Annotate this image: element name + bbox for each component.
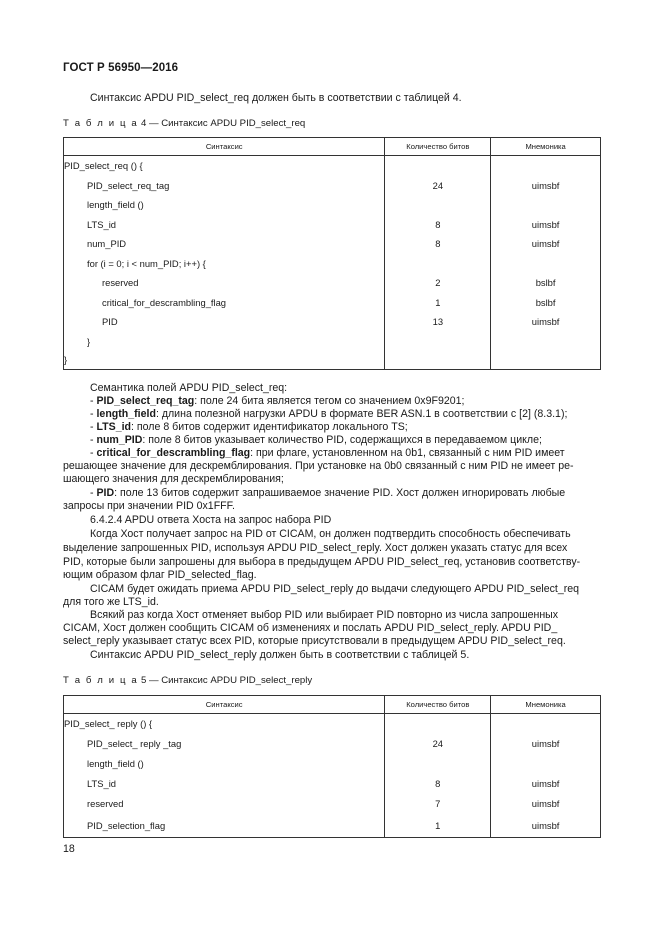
table5-header-bits: Количество битов — [385, 696, 491, 714]
mnemonic-cell — [491, 332, 601, 351]
field-description: : при флаге, установленном на 0b1, связанный с ним PID имеет — [250, 447, 565, 459]
paragraph-line: Всякий раз когда Хост отменяет выбор PID или выбирает PID повторно из числа запрошенных — [90, 609, 559, 621]
field-description: : поле 8 битов указывает количество PID, содержащихся в передаваемом цикле; — [142, 434, 542, 446]
syntax-cell: PID_select_req_tag — [64, 176, 385, 195]
list-dash: - — [90, 421, 94, 433]
paragraph-line: select_reply указывает статус всех PID, которые присутствовали в предыдущем APDU PID_select_req. — [63, 635, 566, 647]
table4-header-bits: Количество битов — [385, 138, 491, 156]
paragraph-line: ющим образом флаг PID_selected_flag. — [63, 569, 257, 581]
bits-cell: 1 — [385, 293, 491, 312]
semantics-item — [90, 421, 408, 434]
bits-cell: 8 — [385, 774, 491, 794]
table4-caption-prefix: Т а б л и ц а — [63, 118, 139, 129]
table-row — [64, 176, 601, 195]
paragraph-line: Когда Хост получает запрос на PID от CICAM, он должен подтвердить способность обеспечивать — [90, 528, 571, 540]
bits-cell — [385, 351, 491, 370]
table-row — [64, 332, 601, 351]
table-row — [64, 215, 601, 234]
intro-paragraph-table4: Синтаксис APDU PID_select_req должен быть в соответствии с таблицей 4. — [90, 92, 462, 104]
syntax-cell: PID_select_req () { — [64, 156, 385, 176]
table-row — [64, 156, 601, 176]
paragraph-line: выделение запрошенных PID, используя APDU PID_select_reply. Хост должен указать статус для всех — [63, 542, 568, 554]
bits-cell: 2 — [385, 273, 491, 293]
table4-caption — [63, 118, 305, 129]
table-row — [64, 734, 601, 754]
mnemonic-cell — [491, 195, 601, 215]
mnemonic-cell — [491, 254, 601, 273]
mnemonic-cell — [491, 754, 601, 774]
field-description: : поле 13 битов содержит запрашиваемое значение PID. Хост должен игнорировать любые — [114, 487, 566, 499]
mnemonic-cell — [491, 714, 601, 734]
semantics-item — [90, 487, 565, 500]
field-term: LTS_id — [96, 421, 132, 433]
syntax-cell: PID_selection_flag — [64, 814, 385, 838]
paragraph-line: PID, которые были запрошены для выбора в предыдущем APDU PID_select_req, установив соответству- — [63, 556, 581, 568]
syntax-cell: PID_select_ reply () { — [64, 714, 385, 734]
table-row — [64, 714, 601, 734]
table4-header-mnemonic: Мнемоника — [491, 138, 601, 156]
table-row — [64, 814, 601, 838]
mnemonic-cell: uimsbf — [491, 794, 601, 814]
list-dash: - — [90, 395, 94, 407]
table-row — [64, 351, 601, 370]
bits-cell — [385, 156, 491, 176]
table-row — [64, 293, 601, 312]
semantics-item — [90, 395, 464, 408]
mnemonic-cell: bslbf — [491, 293, 601, 312]
semantics-item-continuation: шающего значения для дескремблирования; — [63, 473, 284, 485]
paragraph-line: CICAM, Хост должен сообщить CICAM об изменениях и послать APDU PID_select_reply. APDU PID_ — [63, 622, 558, 634]
mnemonic-cell: uimsbf — [491, 176, 601, 195]
syntax-cell: critical_for_descrambling_flag — [64, 293, 385, 312]
paragraph-line: для того же LTS_id. — [63, 596, 159, 608]
syntax-cell: PID — [64, 312, 385, 332]
bits-cell — [385, 254, 491, 273]
section-heading: 6.4.2.4 APDU ответа Хоста на запрос набора PID — [90, 514, 332, 526]
list-dash: - — [90, 487, 94, 499]
table-row — [64, 195, 601, 215]
intro-paragraph-table5: Синтаксис APDU PID_select_reply должен быть в соответствии с таблицей 5. — [90, 649, 470, 661]
table5-header-row — [64, 696, 601, 714]
bits-cell — [385, 754, 491, 774]
mnemonic-cell: uimsbf — [491, 734, 601, 754]
syntax-cell: } — [64, 351, 385, 370]
field-term: PID_select_req_tag — [96, 395, 195, 407]
syntax-cell: reserved — [64, 794, 385, 814]
table5-caption-title: 5 — Синтаксис APDU PID_select_reply — [140, 675, 313, 686]
list-dash: - — [90, 408, 94, 420]
field-term: num_PID — [96, 434, 143, 446]
table-row — [64, 254, 601, 273]
bits-cell — [385, 195, 491, 215]
list-dash: - — [90, 434, 94, 446]
mnemonic-cell: bslbf — [491, 273, 601, 293]
semantics-title: Семантика полей APDU PID_select_req: — [90, 382, 288, 394]
syntax-cell: LTS_id — [64, 215, 385, 234]
mnemonic-cell: uimsbf — [491, 814, 601, 838]
mnemonic-cell: uimsbf — [491, 312, 601, 332]
mnemonic-cell: uimsbf — [491, 215, 601, 234]
syntax-cell: LTS_id — [64, 774, 385, 794]
syntax-cell: } — [64, 332, 385, 351]
semantics-item — [90, 434, 542, 447]
table5-caption — [63, 675, 312, 686]
syntax-cell: for (i = 0; i < num_PID; i++) { — [64, 254, 385, 273]
table-row — [64, 754, 601, 774]
semantics-item-continuation: решающее значение для дескремблирования. При установке на 0b0 связанный с ним PID не имеет ре- — [63, 460, 574, 472]
table-row — [64, 312, 601, 332]
semantics-item-continuation: запросы при значении PID 0x1FFF. — [63, 500, 235, 512]
mnemonic-cell — [491, 156, 601, 176]
syntax-cell: num_PID — [64, 234, 385, 254]
field-description: : поле 24 бита является тегом со значением 0x9F9201; — [194, 395, 465, 407]
table4-header-row — [64, 138, 601, 156]
syntax-cell: reserved — [64, 273, 385, 293]
field-term: PID — [96, 487, 115, 499]
bits-cell: 24 — [385, 734, 491, 754]
table5-caption-prefix: Т а б л и ц а — [63, 675, 139, 686]
table-row — [64, 774, 601, 794]
table4-caption-title: 4 — Синтаксис APDU PID_select_req — [140, 118, 306, 129]
field-term: length_field — [96, 408, 156, 420]
list-dash: - — [90, 447, 94, 459]
field-description: : поле 8 битов содержит идентификатор локального TS; — [131, 421, 408, 433]
field-term: critical_for_descrambling_flag — [96, 447, 251, 459]
field-description: : длина полезной нагрузки APDU в формате BER ASN.1 в соответствии с [2] (8.3.1); — [155, 408, 568, 420]
mnemonic-cell: uimsbf — [491, 774, 601, 794]
table-row — [64, 794, 601, 814]
bits-cell: 8 — [385, 234, 491, 254]
table-row — [64, 234, 601, 254]
paragraph-line: CICAM будет ожидать приема APDU PID_select_reply до выдачи следующего APDU PID_select_req — [90, 583, 580, 595]
table5-header-syntax: Синтаксис — [64, 696, 385, 714]
bits-cell: 8 — [385, 215, 491, 234]
bits-cell: 24 — [385, 176, 491, 195]
table-row — [64, 273, 601, 293]
semantics-item — [90, 408, 567, 421]
table4 — [63, 137, 601, 370]
table5-header-mnemonic: Мнемоника — [491, 696, 601, 714]
bits-cell: 1 — [385, 814, 491, 838]
bits-cell — [385, 714, 491, 734]
semantics-item — [90, 447, 565, 460]
syntax-cell: length_field () — [64, 195, 385, 215]
document-header: ГОСТ Р 56950—2016 — [63, 62, 179, 74]
bits-cell: 7 — [385, 794, 491, 814]
bits-cell: 13 — [385, 312, 491, 332]
table5 — [63, 695, 601, 838]
mnemonic-cell — [491, 351, 601, 370]
table4-header-syntax: Синтаксис — [64, 138, 385, 156]
bits-cell — [385, 332, 491, 351]
syntax-cell: length_field () — [64, 754, 385, 774]
mnemonic-cell: uimsbf — [491, 234, 601, 254]
syntax-cell: PID_select_ reply _tag — [64, 734, 385, 754]
page-number: 18 — [63, 843, 75, 855]
